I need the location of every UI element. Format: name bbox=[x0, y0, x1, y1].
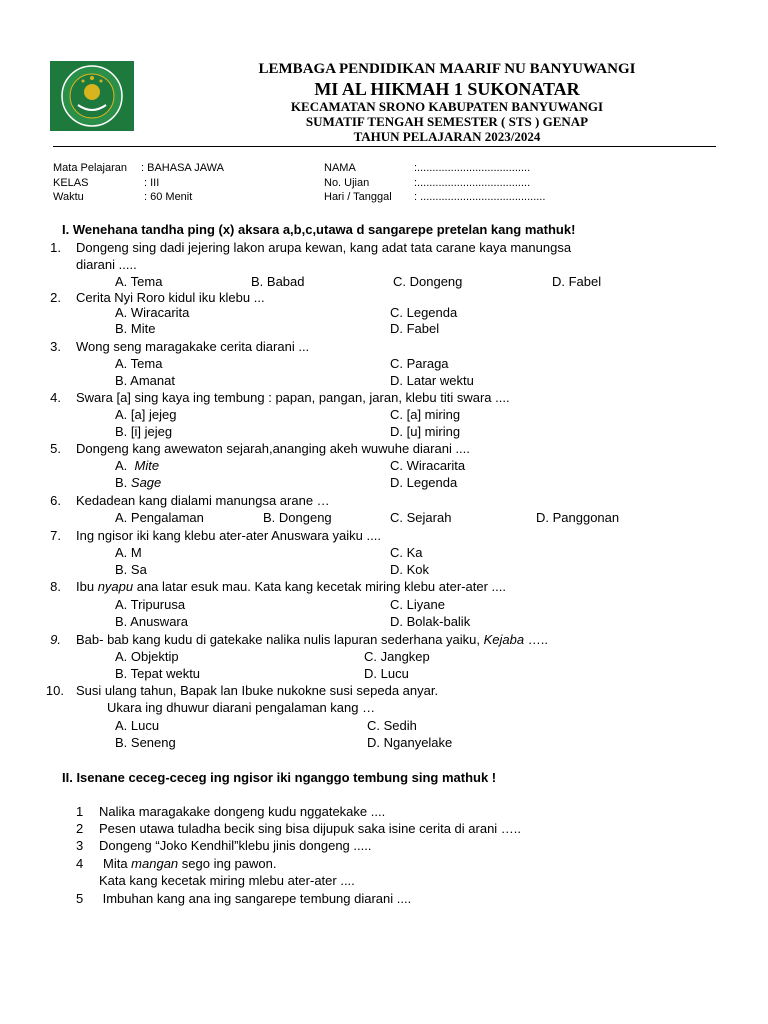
question-number: 9. bbox=[50, 632, 61, 647]
option-italic: Mite bbox=[134, 458, 160, 473]
option-b[interactable] bbox=[115, 475, 161, 490]
district-name: KECAMATAN SRONO KABUPATEN BANYUWANGI bbox=[290, 99, 604, 114]
item-number: 4 bbox=[76, 856, 84, 871]
class-value: : III bbox=[144, 177, 160, 189]
option-b[interactable]: B. Anuswara bbox=[115, 614, 188, 629]
italic-word: nyapu bbox=[97, 579, 134, 594]
italic-word: mangan bbox=[131, 856, 179, 871]
option-d[interactable]: D. [u] miring bbox=[390, 424, 461, 439]
question-text: Dongeng kang awewaton sejarah,ananging akeh wuwuhe diarani .... bbox=[76, 441, 470, 456]
option-a[interactable]: A. Tema bbox=[115, 356, 163, 371]
option-c[interactable]: C. Sedih bbox=[367, 718, 417, 733]
section-1-title: I. Wenehana tandha ping (x) aksara a,b,c,utawa d sangarepe pretelan kang mathuk! bbox=[62, 222, 576, 237]
option-d[interactable]: D. Bolak-balik bbox=[390, 614, 471, 629]
option-d[interactable]: D. Fabel bbox=[390, 321, 440, 336]
option-d[interactable]: D. Nganyelake bbox=[367, 735, 453, 750]
option-b[interactable]: B. [i] jejeg bbox=[115, 424, 173, 439]
option-italic: Sage bbox=[130, 475, 162, 490]
item-text: Kata kang kecetak miring mlebu ater-ater .... bbox=[99, 873, 355, 888]
option-prefix: B. bbox=[115, 475, 131, 490]
class-label: KELAS bbox=[53, 177, 89, 189]
section-2-title: II. Isenane ceceg-ceceg ing ngisor iki nganggo tembung sing mathuk ! bbox=[62, 770, 497, 785]
question-number: 10. bbox=[45, 683, 64, 698]
subject-label: Mata Pelajaran bbox=[53, 162, 127, 174]
subject-value: : BAHASA JAWA bbox=[141, 162, 224, 174]
header-divider bbox=[53, 146, 716, 147]
exam-name: SUMATIF TENGAH SEMESTER ( STS ) GENAP bbox=[305, 114, 589, 129]
question-number: 6. bbox=[50, 493, 61, 508]
option-d[interactable]: D. Latar wektu bbox=[390, 373, 474, 388]
question-number: 2. bbox=[50, 290, 61, 305]
school-name: MI AL HIKMAH 1 SUKONATAR bbox=[314, 79, 580, 99]
text-part: ana latar esuk mau. Kata kang kecetak miring klebu ater-ater .... bbox=[133, 579, 506, 594]
question-number: 4. bbox=[50, 390, 61, 405]
text-part: Mita bbox=[103, 856, 132, 871]
item-text: Imbuhan kang ana ing sangarepe tembung diarani .... bbox=[99, 891, 412, 906]
option-prefix: A. bbox=[115, 458, 135, 473]
option-a[interactable]: A. Objektip bbox=[115, 649, 179, 664]
option-a[interactable]: A. Pengalaman bbox=[115, 510, 204, 525]
option-c[interactable]: C. Jangkep bbox=[364, 649, 430, 664]
question-number: 8. bbox=[50, 579, 61, 594]
exam-no-field[interactable]: :..................................... bbox=[414, 177, 531, 189]
question-text: Kedadean kang dialami manungsa arane … bbox=[76, 493, 330, 508]
option-a[interactable]: A. Wiracarita bbox=[115, 305, 190, 320]
org-name: LEMBAGA PENDIDIKAN MAARIF NU BANYUWANGI bbox=[258, 61, 636, 77]
question-text: Wong seng maragakake cerita diarani ... bbox=[76, 339, 310, 354]
text-part: sego ing pawon. bbox=[178, 856, 277, 871]
question-number: 5. bbox=[50, 441, 61, 456]
option-d[interactable]: D. Panggonan bbox=[536, 510, 620, 525]
item-number: 2 bbox=[76, 821, 84, 836]
time-label: Waktu bbox=[53, 191, 84, 203]
option-c[interactable]: C. Liyane bbox=[390, 597, 445, 612]
question-text bbox=[76, 632, 548, 647]
option-b[interactable]: B. Mite bbox=[115, 321, 156, 336]
option-d[interactable]: D. Fabel bbox=[552, 274, 602, 289]
option-a[interactable]: A. M bbox=[115, 545, 142, 560]
question-text: Susi ulang tahun, Bapak lan Ibuke nukokne susi sepeda anyar. bbox=[76, 683, 439, 698]
item-number: 5 bbox=[76, 891, 84, 906]
school-logo bbox=[50, 61, 134, 131]
item-text bbox=[103, 856, 276, 871]
italic-word: Kejaba bbox=[483, 632, 525, 647]
name-field[interactable]: :..................................... bbox=[414, 162, 531, 174]
option-b[interactable]: B. Seneng bbox=[115, 735, 176, 750]
item-number: 1 bbox=[76, 804, 84, 819]
option-b[interactable]: B. Amanat bbox=[115, 373, 175, 388]
option-b[interactable]: B. Tepat wektu bbox=[115, 666, 201, 681]
question-text: Dongeng sing dadi jejering lakon arupa kewan, kang adat tata carane kaya manungsa bbox=[76, 240, 572, 255]
option-c[interactable]: C. Dongeng bbox=[393, 274, 463, 289]
question-number: 7. bbox=[50, 528, 61, 543]
option-a[interactable]: A. [a] jejeg bbox=[115, 407, 177, 422]
option-c[interactable]: C. Ka bbox=[390, 545, 423, 560]
date-field[interactable]: : ......................................... bbox=[414, 191, 546, 203]
question-text: diarani ..... bbox=[76, 257, 137, 272]
option-d[interactable]: D. Lucu bbox=[364, 666, 409, 681]
name-label: NAMA bbox=[324, 162, 356, 174]
option-b[interactable]: B. Dongeng bbox=[263, 510, 332, 525]
option-a[interactable]: A. Tripurusa bbox=[115, 597, 186, 612]
item-text: Dongeng “Joko Kendhil”klebu jinis dongeng ..... bbox=[99, 838, 372, 853]
question-text: Swara [a] sing kaya ing tembung : papan, pangan, jaran, klebu titi swara .... bbox=[76, 390, 510, 405]
question-text: Cerita Nyi Roro kidul iku klebu ... bbox=[76, 290, 265, 305]
option-b[interactable]: B. Sa bbox=[115, 562, 147, 577]
option-d[interactable]: D. Legenda bbox=[390, 475, 458, 490]
option-c[interactable]: C. Wiracarita bbox=[390, 458, 466, 473]
option-d[interactable]: D. Kok bbox=[390, 562, 430, 577]
option-a[interactable] bbox=[115, 458, 159, 473]
question-text bbox=[76, 579, 506, 594]
option-b[interactable]: B. Babad bbox=[251, 274, 305, 289]
item-text: Nalika maragakake dongeng kudu nggatekake .... bbox=[99, 804, 386, 819]
option-c[interactable]: C. Paraga bbox=[390, 356, 449, 371]
item-text: Pesen utawa tuladha becik sing bisa dijupuk saka isine cerita di arani ….. bbox=[99, 821, 522, 836]
date-label: Hari / Tanggal bbox=[324, 191, 392, 203]
question-number: 3. bbox=[50, 339, 61, 354]
option-a[interactable]: A. Tema bbox=[115, 274, 163, 289]
school-year: TAHUN PELAJARAN 2023/2024 bbox=[353, 129, 541, 144]
item-number: 3 bbox=[76, 838, 84, 853]
option-c[interactable]: C. Sejarah bbox=[390, 510, 452, 525]
question-number: 1. bbox=[50, 240, 61, 255]
option-c[interactable]: C. [a] miring bbox=[390, 407, 461, 422]
option-a[interactable]: A. Lucu bbox=[115, 718, 160, 733]
option-c[interactable]: C. Legenda bbox=[390, 305, 458, 320]
question-text: Ukara ing dhuwur diarani pengalaman kang … bbox=[107, 700, 376, 715]
time-value: : 60 Menit bbox=[144, 191, 193, 203]
text-part: Bab- bab kang kudu di gatekake nalika nulis lapuran sederhana yaiku, bbox=[76, 632, 484, 647]
question-text: Ing ngisor iki kang klebu ater-ater Anuswara yaiku .... bbox=[76, 528, 381, 543]
text-part: ….. bbox=[524, 632, 548, 647]
text-part: Ibu bbox=[76, 579, 98, 594]
exam-no-label: No. Ujian bbox=[324, 177, 370, 189]
